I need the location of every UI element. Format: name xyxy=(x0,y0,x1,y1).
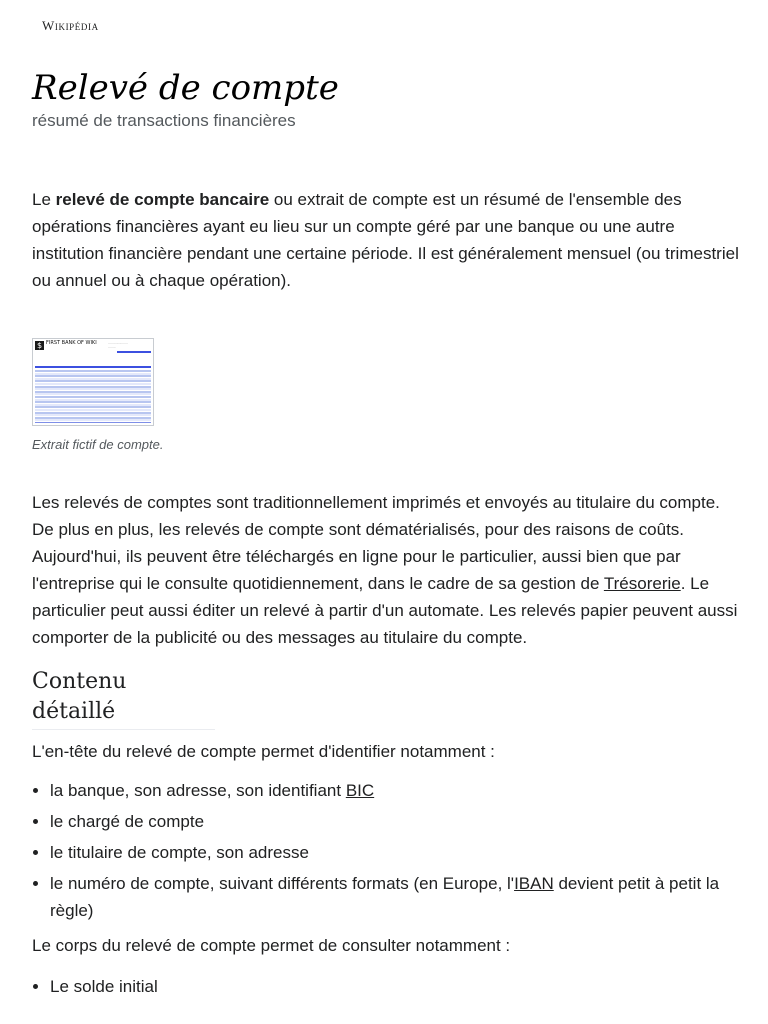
intro-prefix: Le xyxy=(32,190,56,209)
thumb-total-bar xyxy=(35,422,151,423)
list-item xyxy=(50,777,740,804)
tresorerie-link[interactable]: Trésorerie xyxy=(603,574,681,593)
thumb-bank-name: FIRST BANK OF WIKI xyxy=(46,340,97,346)
header-lead: L'en-tête du relevé de compte permet d'identifier notamment : xyxy=(32,742,495,761)
intro-paragraph xyxy=(32,186,740,294)
page-title: Relevé de compte xyxy=(32,68,339,108)
list-item-text: le chargé de compte xyxy=(50,812,205,831)
intro-bold-term: relevé de compte bancaire xyxy=(55,190,270,209)
intro-rest: ou extrait de compte est un résumé de l'ensemble des opérations financières ayant eu lieu sur un compte géré par une banque ou une autre institution financière pendant une certaine période. Il est généralement mensuel (ou trimestriel ou annuel ou à chaque opération). xyxy=(32,190,739,290)
thumb-header-bar xyxy=(117,351,151,353)
para2-part2: . Le particulier peut aussi éditer un relevé à partir d'un automate. Les relevés papier peuvent aussi comporter de la publicité ou des messages au titulaire du compte. xyxy=(32,574,738,647)
statement-thumbnail[interactable] xyxy=(32,338,154,426)
thumb-header-right: ····················· ········ xyxy=(108,341,129,349)
list-item xyxy=(50,839,740,866)
body-lead: Le corps du relevé de compte permet de consulter notamment : xyxy=(32,936,511,955)
bic-link[interactable]: BIC xyxy=(345,781,375,800)
figure-caption: Extrait fictif de compte. xyxy=(32,437,164,452)
list-item-text: le numéro de compte, suivant différents formats (en Europe, l' xyxy=(50,874,515,893)
paragraph-dematerialisation xyxy=(32,489,740,651)
body-items-list xyxy=(32,973,740,1000)
list-item xyxy=(50,870,740,924)
bank-logo-icon: $ xyxy=(36,341,43,350)
list-item xyxy=(50,808,740,835)
list-item-text: le titulaire de compte, son adresse xyxy=(50,843,309,862)
wikipedia-wordmark[interactable]: Wikipédia xyxy=(42,18,99,33)
list-item: • Le solde initial xyxy=(50,973,740,1000)
list-item-text-after: devient petit à petit la règle) xyxy=(50,874,720,920)
section-heading-contenu[interactable]: Contenu détaillé xyxy=(32,667,215,730)
header-items-list xyxy=(32,777,740,924)
article-content xyxy=(32,186,740,1000)
page-subtitle: résumé de transactions financières xyxy=(32,111,296,130)
list-item-text: la banque, son adresse, son identifiant xyxy=(50,781,346,800)
para2-part1: Les relevés de comptes sont traditionnellement imprimés et envoyés au titulaire du compte. De plus en plus, les relevés de compte sont dématérialisés, pour des raisons de coûts. Aujourd'hui, ils peuvent être téléchargés en ligne pour le particulier, aussi bien que par l'entreprise qui le consulte quotidiennement, dans le cadre de sa gestion de xyxy=(32,493,720,593)
thumb-table-header xyxy=(35,366,151,368)
iban-link[interactable]: IBAN xyxy=(514,874,554,893)
